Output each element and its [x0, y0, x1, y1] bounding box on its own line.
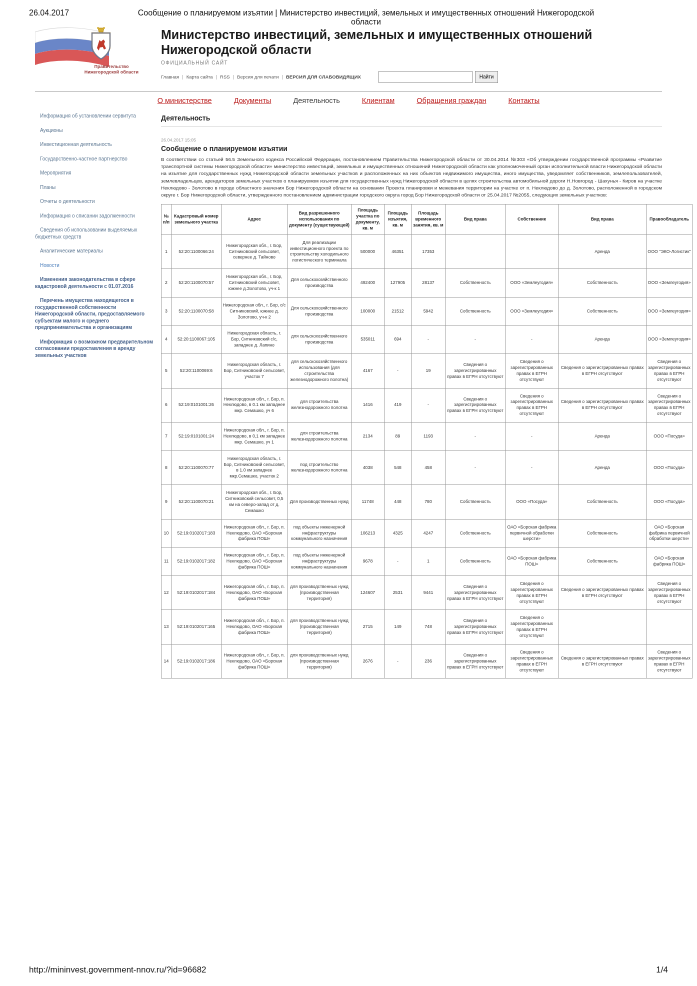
table-row — [161, 576, 692, 610]
table-cell: 694 — [384, 325, 411, 353]
column-header: Адрес — [221, 204, 287, 234]
table-row — [161, 297, 692, 325]
table-header-row — [161, 204, 692, 234]
table-cell: 4 — [161, 325, 171, 353]
table-cell: ООО «Землеугодия» — [646, 269, 692, 297]
sidebar-item[interactable]: Изменения законодательства в сфере кадастровой деятельности с 01.07.2016 — [35, 277, 136, 290]
table-cell: 52:19:0101001:24 — [171, 422, 221, 450]
article-date: 26.04.2017 15:05 — [161, 137, 197, 143]
table-cell: 4325 — [384, 519, 411, 547]
table-cell: Собственность — [558, 485, 646, 519]
table-cell: Сведения о зарегистрированных правах в ЕГРН отсутствуют — [445, 644, 505, 678]
table-row — [161, 547, 692, 575]
table-cell: Собственность — [558, 297, 646, 325]
table-cell: 21512 — [384, 297, 411, 325]
site-title: Министерство инвестиций, земельных и имущественных отношений Нижегородской области — [161, 28, 593, 57]
table-cell: 500000 — [351, 235, 384, 269]
table-cell: 52:20:1100069:6 — [171, 354, 221, 388]
main-content — [161, 113, 691, 679]
table-cell: Для реализации инвестиционного проекта по строительству холодильного логистического терминала — [287, 235, 351, 269]
table-cell — [445, 235, 505, 269]
column-header: Правообладатель — [646, 204, 692, 234]
table-cell: Нижегородская обл., г. Бор, п. Неклюдово, ОАО «Борская фабрика ПОШ» — [221, 610, 287, 644]
logo-caption-line2: Нижегородской области — [84, 69, 139, 75]
table-cell: - — [445, 451, 505, 485]
table-cell: 4167 — [351, 354, 384, 388]
table-cell: Нижегородская обл., г. Бор, п. Неклюдово, в 0.1 км западнее мкр. Семашко, уч 6 — [221, 388, 287, 422]
table-cell: 124607 — [351, 576, 384, 610]
column-header: Площадь изъятия, кв. м — [384, 204, 411, 234]
table-cell — [646, 610, 692, 644]
sidebar-item[interactable]: Сведения об использовании выделяемых бюджетных средств — [35, 227, 138, 240]
search-box — [378, 71, 498, 83]
column-header: Кадастровый номер земельного участка — [171, 204, 221, 234]
sidebar-item[interactable]: Отчеты о деятельности — [40, 199, 95, 205]
table-cell: 9678 — [351, 547, 384, 575]
table-cell: под строительство железнодорожного полотна — [287, 451, 351, 485]
sidebar-item[interactable]: Информация о списании задолженности — [40, 213, 135, 219]
table-cell: 780 — [411, 485, 445, 519]
land-table-body — [161, 235, 692, 679]
sidebar-item[interactable]: Аналитические материалы — [40, 248, 103, 254]
table-cell: Сведения о зарегистрированных правах в ЕГРН отсутствуют — [445, 354, 505, 388]
table-cell: - — [445, 325, 505, 353]
table-cell: 3 — [161, 297, 171, 325]
table-cell: для производственных нужд (производственная территория) — [287, 576, 351, 610]
table-cell: Сведения о зарегистрированных правах в ЕГРН отсутствуют — [558, 354, 646, 388]
print-date: 26.04.2017 — [29, 9, 70, 18]
separator: | — [215, 74, 218, 80]
table-cell: Нижегородская обл., г. Бор, Ситниковский сельсовет, южнее д.Золотово, уч-к 1 — [221, 269, 287, 297]
sidebar-item[interactable]: Перечень имущества находящегося в государственной собственности Нижегородской области, предоставляемого субъектам малого и среднего предпринимательства и организациям — [35, 298, 145, 331]
article-body: В соответствии со статьей 56.5 Земельного кодекса Российской Федерации, постановлением Правительства Нижегородской области от 30.04.2014 №303 «Об утверждении государственной программы «Развитие транспортной системы Нижегородской области» министерство инвестиций, земельных и имущественных отношений Нижегородской области как уполномоченный орган исполнительной власти Нижегородской области на изъятие для государственных нужд Нижегородской области земельных участков и расположенных на них объектов недвижимого имущества, иного имущества, уведомляет собственников, землепользователей, землевладельцев, арендаторов земельных участков о планируемом изъятии для государственных нужд Нижегородской области в целях строительства автомобильной дороги Н.Новгород - Шахунья - Киров на участке Неклюдово - Золотово в городе областного значения Бор Нижегородской области на основании Проекта планировки и межевания территории на участке от п. Неклюдово до д. Золотово, расположенной в городском округе г. Бор Нижегородской области, утвержденного постановлением администрации городского округа город Бор Нижегородской области от 25.04.2017 №2055, следующих земельных участков: — [161, 157, 662, 199]
table-cell: 9441 — [411, 576, 445, 610]
table-cell: 52:20:1100066:24 — [171, 235, 221, 269]
table-cell: Аренда — [558, 451, 646, 485]
table-cell: Нижегородская обл., г. Бор, п. Неклюдово, ОАО «Борская фабрика ПОШ» — [221, 576, 287, 610]
table-cell: Сведения о зарегистрированных правах в ЕГРН отсутствуют — [445, 388, 505, 422]
table-cell: Сведения о зарегистрированных правах в ЕГРН отсутствуют — [505, 388, 558, 422]
column-header: Вид права — [558, 204, 646, 234]
table-cell: ООО «Посуда» — [646, 422, 692, 450]
search-button[interactable]: Найти — [475, 71, 498, 83]
table-row — [161, 235, 692, 269]
table-cell: 448 — [384, 485, 411, 519]
table-cell: Собственность — [445, 485, 505, 519]
table-cell: 106213 — [351, 519, 384, 547]
main-nav — [35, 92, 662, 112]
column-header: Вид разрешенного использования по документу (существующей) — [287, 204, 351, 234]
official-site-label: ОФИЦИАЛЬНЫЙ САЙТ — [161, 60, 229, 66]
table-cell: ОАО «Борская фабрика ПОШ» — [505, 547, 558, 575]
table-cell: ООО «Землеугодия» — [505, 297, 558, 325]
land-plots-table — [161, 204, 693, 679]
nav-item[interactable]: О министерстве — [157, 97, 212, 105]
table-cell: 8 — [161, 451, 171, 485]
sidebar-item[interactable]: Планы — [40, 184, 56, 191]
table-cell: Нижегородская обл., г. Бор, п. Неклюдово, ОАО «Борская фабрика ПОШ» — [221, 644, 287, 678]
sidebar-menu — [35, 113, 161, 679]
table-cell: 52:19:0102017:186 — [171, 644, 221, 678]
table-cell: Нижегородская область, г. Бор, Ситниковский с/с, западнее д. Лапино — [221, 325, 287, 353]
sidebar-item[interactable]: Новости — [40, 262, 60, 269]
table-row — [161, 354, 692, 388]
table-cell: 52:20:1100067:105 — [171, 325, 221, 353]
table-cell: Сведения о зарегистрированных правах в ЕГРН отсутствуют — [505, 610, 558, 644]
table-cell: для сельскохозяйственного использования (для строительства железнодорожного полотна) — [287, 354, 351, 388]
table-cell: Нижегородская обл., г. Бор, п. Неклюдово, ОАО «Борская фабрика ПОШ» — [221, 519, 287, 547]
table-row — [161, 644, 692, 678]
table-cell: 535011 — [351, 325, 384, 353]
table-cell: Сведения о зарегистрированных правах в ЕГРН отсутствуют — [646, 644, 692, 678]
utility-link[interactable]: ВЕРСИЯ ДЛЯ СЛАБОВИДЯЩИХ — [285, 74, 361, 80]
table-cell: 14 — [161, 644, 171, 678]
table-cell: ООО "ЭКО-Логистик" — [646, 235, 692, 269]
table-cell: - — [411, 325, 445, 353]
table-cell: 12 — [161, 576, 171, 610]
table-cell: Нижегородская обл., г. Бор, п. Неклюдово, ОАО «Борская фабрика ПОШ» — [221, 547, 287, 575]
table-row — [161, 610, 692, 644]
table-cell: 19 — [411, 354, 445, 388]
table-cell: Нижегородская область, г. Бор, Ситниковский сельсовет, в 1.0 км западнее мкр.Семашко, участок 2 — [221, 451, 287, 485]
table-cell: 2531 — [384, 576, 411, 610]
table-cell: - — [505, 325, 558, 353]
table-cell: 1 — [411, 547, 445, 575]
column-header: Вид права — [445, 204, 505, 234]
table-cell: под объекты инженерной инфраструктуры коммунального назначения — [287, 519, 351, 547]
table-cell: для сельскохозяйственного производства — [287, 325, 351, 353]
sidebar-item[interactable]: Информация о возможном предварительном согласовании предоставления в аренду земельных участков — [35, 339, 154, 359]
separator: | — [281, 74, 283, 80]
table-cell: 458 — [411, 451, 445, 485]
table-cell: 2676 — [351, 644, 384, 678]
table-cell: ООО «Землеугодия» — [646, 297, 692, 325]
table-cell: ООО «Землеугодия» — [646, 325, 692, 353]
table-cell: Сведения о зарегистрированных правах в ЕГРН отсутствуют — [505, 644, 558, 678]
table-cell: Собственность — [558, 269, 646, 297]
table-cell: 89 — [384, 422, 411, 450]
content-divider — [161, 126, 662, 127]
table-cell: 52:19:0102017:182 — [171, 547, 221, 575]
table-cell: ООО «Посуда» — [646, 485, 692, 519]
utility-link[interactable]: Главная — [161, 74, 180, 80]
table-cell: - — [384, 547, 411, 575]
table-cell: 13 — [161, 610, 171, 644]
table-cell: 52:19:0102017:165 — [171, 610, 221, 644]
table-cell: - — [505, 422, 558, 450]
table-cell: 548 — [384, 451, 411, 485]
logo-caption-line1: Правительство — [94, 64, 129, 69]
table-cell: 52:19:0102017:184 — [171, 576, 221, 610]
table-cell: Нижегородская обл., г. Бор, с/с Ситниковский, южнее д. Золотово, уч-к 2 — [221, 297, 287, 325]
table-cell: 492400 — [351, 269, 384, 297]
sidebar-item[interactable]: Аукционы — [40, 127, 63, 134]
table-cell: Нижегородская обл., г. Бор, Ситниковский сельсовет, севернее д. Тайново — [221, 235, 287, 269]
print-doc-title: Сообщение о планируемом изъятии | Министерство инвестиций, земельных и имущественных отношений Нижегородской области — [137, 9, 595, 27]
table-cell: ООО «Землеугодия» — [505, 269, 558, 297]
sidebar-item[interactable]: Информация об установлении сервитута — [40, 113, 136, 119]
table-cell: Сведения о зарегистрированных правах в ЕГРН отсутствуют — [558, 644, 646, 678]
article-title: Сообщение о планируемом изъятии — [161, 144, 288, 153]
table-cell — [505, 235, 558, 269]
table-cell: 10 — [161, 519, 171, 547]
table-cell: 4247 — [411, 519, 445, 547]
table-cell: Сведения о зарегистрированных правах в ЕГРН отсутствуют — [445, 610, 505, 644]
sidebar-item[interactable]: Инвестиционная деятельность — [40, 142, 112, 148]
table-cell: 28137 — [411, 269, 445, 297]
table-cell: Собственность — [445, 547, 505, 575]
nav-item[interactable]: Клиентам — [361, 97, 395, 105]
table-row — [161, 451, 692, 485]
table-cell: 5 — [161, 354, 171, 388]
table-cell: 1416 — [351, 388, 384, 422]
table-cell: - — [445, 422, 505, 450]
site-header — [35, 25, 662, 84]
table-cell: 5942 — [411, 297, 445, 325]
logo-caption — [74, 64, 149, 75]
table-cell: Сведения о зарегистрированных правах в ЕГРН отсутствуют — [558, 576, 646, 610]
utility-link[interactable]: Карта сайта — [186, 74, 213, 80]
nav-item[interactable]: Контакты — [508, 97, 540, 105]
print-url: http://mininvest.government-nnov.ru/?id=96682 — [29, 965, 207, 975]
table-row — [161, 325, 692, 353]
utility-link[interactable]: RSS — [220, 74, 230, 80]
table-cell: 9 — [161, 485, 171, 519]
separator: | — [182, 74, 184, 80]
table-cell: 52:19:0101001:26 — [171, 388, 221, 422]
table-cell: Для сельскохозяйственного производства — [287, 269, 351, 297]
table-cell: 2715 — [351, 610, 384, 644]
table-cell: ОАО «Борская фабрика первичной обработки шерсти» — [646, 519, 692, 547]
table-cell: 1 — [161, 235, 171, 269]
table-cell: Собственность — [558, 547, 646, 575]
table-cell: для строительства железнодорожного полотна — [287, 388, 351, 422]
table-cell: 17353 — [411, 235, 445, 269]
table-cell: 2134 — [351, 422, 384, 450]
table-cell: Сведения о зарегистрированных правах в ЕГРН отсутствуют — [558, 388, 646, 422]
column-header: Собственник — [505, 204, 558, 234]
separator: | — [232, 74, 235, 80]
table-cell: Сведения о зарегистрированных правах в ЕГРН отсутствуют — [505, 576, 558, 610]
table-row — [161, 485, 692, 519]
table-cell: 127905 — [384, 269, 411, 297]
table-cell: 236 — [411, 644, 445, 678]
table-cell: Для сельскохозяйственного производства — [287, 297, 351, 325]
table-cell: Сведения о зарегистрированных правах в ЕГРН отсутствуют — [646, 576, 692, 610]
table-cell: - — [384, 644, 411, 678]
table-cell: 11 — [161, 547, 171, 575]
table-cell: Аренда — [558, 325, 646, 353]
table-cell: Нижегородская область, г. Бор, Ситниковский сельсовет, участок 7 — [221, 354, 287, 388]
column-header: Площадь участка по документу, кв. м — [351, 204, 384, 234]
table-cell: Собственность — [445, 519, 505, 547]
table-cell: Нижегородская обл., г. Бор, Ситниковский сельсовет, 0,5 км на северо-запад от д. Семашко — [221, 485, 287, 519]
table-cell: для производственных нужд (производственная территория) — [287, 610, 351, 644]
table-cell: 2 — [161, 269, 171, 297]
utility-link[interactable]: Версия для печати — [237, 74, 279, 80]
section-title: Деятельность — [161, 114, 211, 122]
coat-of-arms-icon — [85, 26, 117, 69]
table-cell: 7 — [161, 422, 171, 450]
sidebar-item[interactable]: Мероприятия — [40, 170, 72, 176]
table-cell: ООО «Посуда» — [646, 451, 692, 485]
table-row — [161, 422, 692, 450]
table-cell: ООО «Посуда» — [505, 485, 558, 519]
utility-links — [161, 74, 361, 80]
table-cell — [558, 610, 646, 644]
table-cell: 100000 — [351, 297, 384, 325]
table-cell: Сведения о зарегистрированных правах в ЕГРН отсутствуют — [646, 388, 692, 422]
government-logo — [35, 25, 150, 84]
nav-item[interactable]: Документы — [233, 97, 272, 105]
table-row — [161, 519, 692, 547]
search-input[interactable] — [378, 72, 473, 83]
table-cell: 1193 — [411, 422, 445, 450]
column-header: Площадь временного занятия, кв. м — [411, 204, 445, 234]
table-cell: 11748 — [351, 485, 384, 519]
page-number: 1/4 — [656, 965, 668, 975]
table-row — [161, 388, 692, 422]
table-cell: Собственность — [445, 297, 505, 325]
table-cell: для строительства железнодорожного полотна — [287, 422, 351, 450]
print-footer — [29, 965, 668, 975]
table-cell: 6 — [161, 388, 171, 422]
table-cell: 419 — [384, 388, 411, 422]
table-cell: Аренда — [558, 422, 646, 450]
table-cell: Сведения о зарегистрированных правах в ЕГРН отсутствуют — [646, 354, 692, 388]
table-cell: Аренда — [558, 235, 646, 269]
table-cell: 46351 — [384, 235, 411, 269]
table-cell: 52:20:1100070:57 — [171, 269, 221, 297]
nav-item[interactable]: Обращения граждан — [416, 97, 487, 105]
table-cell: для производственных нужд (производственная территория) — [287, 644, 351, 678]
table-cell: Сведения о зарегистрированных правах в ЕГРН отсутствуют — [445, 576, 505, 610]
table-cell: Собственность — [445, 269, 505, 297]
table-cell: 52:20:1100070:58 — [171, 297, 221, 325]
table-cell: 4038 — [351, 451, 384, 485]
table-cell: 748 — [411, 610, 445, 644]
table-cell: - — [505, 451, 558, 485]
sidebar-item[interactable]: Государственно-частное партнерство — [40, 156, 128, 162]
table-cell: 52:20:1100070:77 — [171, 451, 221, 485]
table-cell: ОАО «Борская фабрика ПОШ» — [646, 547, 692, 575]
table-cell: Для производственных нужд — [287, 485, 351, 519]
table-cell: 149 — [384, 610, 411, 644]
table-cell: - — [384, 354, 411, 388]
table-cell: Сведения о зарегистрированных правах в ЕГРН отсутствуют — [505, 354, 558, 388]
table-cell: Нижегородская обл., г. Бор, п. Неклюдово, в 0,1 км западнее мкр. Семашко, уч 1 — [221, 422, 287, 450]
table-cell: ОАО «Борская фабрика первичной обработки шерсти» — [505, 519, 558, 547]
table-cell: под объекты инженерной инфраструктуры коммунального назначения — [287, 547, 351, 575]
nav-item[interactable]: Деятельность — [293, 97, 340, 105]
table-cell: Собственность — [558, 519, 646, 547]
table-cell: 52:19:0102017:183 — [171, 519, 221, 547]
table-row — [161, 269, 692, 297]
table-cell: - — [411, 388, 445, 422]
table-cell: 52:20:1100070:21 — [171, 485, 221, 519]
column-header: № п/п — [161, 204, 171, 234]
